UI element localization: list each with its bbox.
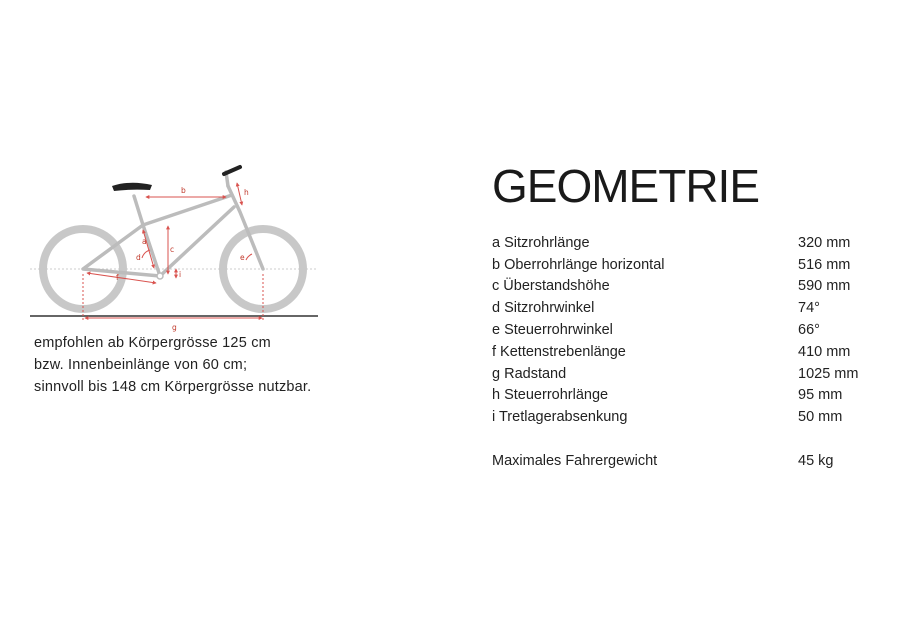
- dimension-label-g: g: [172, 323, 177, 332]
- page-title: GEOMETRIE: [492, 160, 760, 212]
- spec-row: [492, 276, 872, 298]
- dimension-label-h: h: [244, 188, 249, 197]
- spec-value: 590 mm: [798, 278, 851, 295]
- spec-row: [492, 319, 872, 341]
- spec-row: [492, 232, 872, 254]
- spec-label: e Steuerrohrwinkel: [492, 322, 613, 339]
- spec-label: b Oberrohrlänge horizontal: [492, 256, 665, 273]
- spec-label: a Sitzrohrlänge: [492, 234, 590, 251]
- max-rider-weight-row: [492, 450, 872, 472]
- spec-label: c Überstandshöhe: [492, 278, 610, 295]
- dimension-label-c: c: [170, 245, 175, 254]
- dimension-label-d: d: [136, 253, 141, 262]
- spec-value: 516 mm: [798, 256, 851, 273]
- dimension-label-i: i: [179, 270, 182, 279]
- spec-value: 74°: [798, 300, 820, 317]
- spec-row: [492, 406, 872, 428]
- spec-label: Maximales Fahrergewicht: [492, 453, 658, 470]
- saddle: [112, 183, 152, 191]
- note-line: sinnvoll bis 148 cm Körpergrösse nutzbar.: [34, 379, 312, 395]
- spec-row: [492, 363, 872, 385]
- spec-value: 95 mm: [798, 387, 843, 404]
- bike-frame: [83, 172, 263, 276]
- spec-row: [492, 385, 872, 407]
- size-recommendation: [34, 332, 354, 398]
- dimension-label-b: b: [181, 186, 186, 195]
- spec-label: i Tretlagerabsenkung: [492, 409, 628, 426]
- spec-row: [492, 254, 872, 276]
- dimension-label-f: f: [116, 273, 119, 282]
- spec-label: g Radstand: [492, 365, 567, 382]
- spec-value: 320 mm: [798, 234, 851, 251]
- geometry-spec-table: [492, 232, 872, 472]
- note-line: empfohlen ab Körpergrösse 125 cm: [34, 335, 271, 351]
- bike-geometry-diagram: [30, 150, 330, 340]
- bottom-bracket: [157, 273, 163, 279]
- spec-label: h Steuerrohrlänge: [492, 387, 609, 404]
- spec-value: 50 mm: [798, 409, 843, 426]
- spec-row: [492, 341, 872, 363]
- dimension-label-a: a: [142, 237, 147, 246]
- spec-value: 410 mm: [798, 343, 851, 360]
- dimension-label-e: e: [240, 253, 245, 262]
- spec-label: d Sitzrohrwinkel: [492, 300, 595, 317]
- spec-value: 1025 mm: [798, 365, 859, 382]
- spec-label: f Kettenstrebenlänge: [492, 343, 626, 360]
- spec-value: 45 kg: [798, 453, 834, 470]
- spec-row: [492, 297, 872, 319]
- note-line: bzw. Innenbeinlänge von 60 cm;: [34, 357, 248, 373]
- spec-value: 66°: [798, 322, 820, 339]
